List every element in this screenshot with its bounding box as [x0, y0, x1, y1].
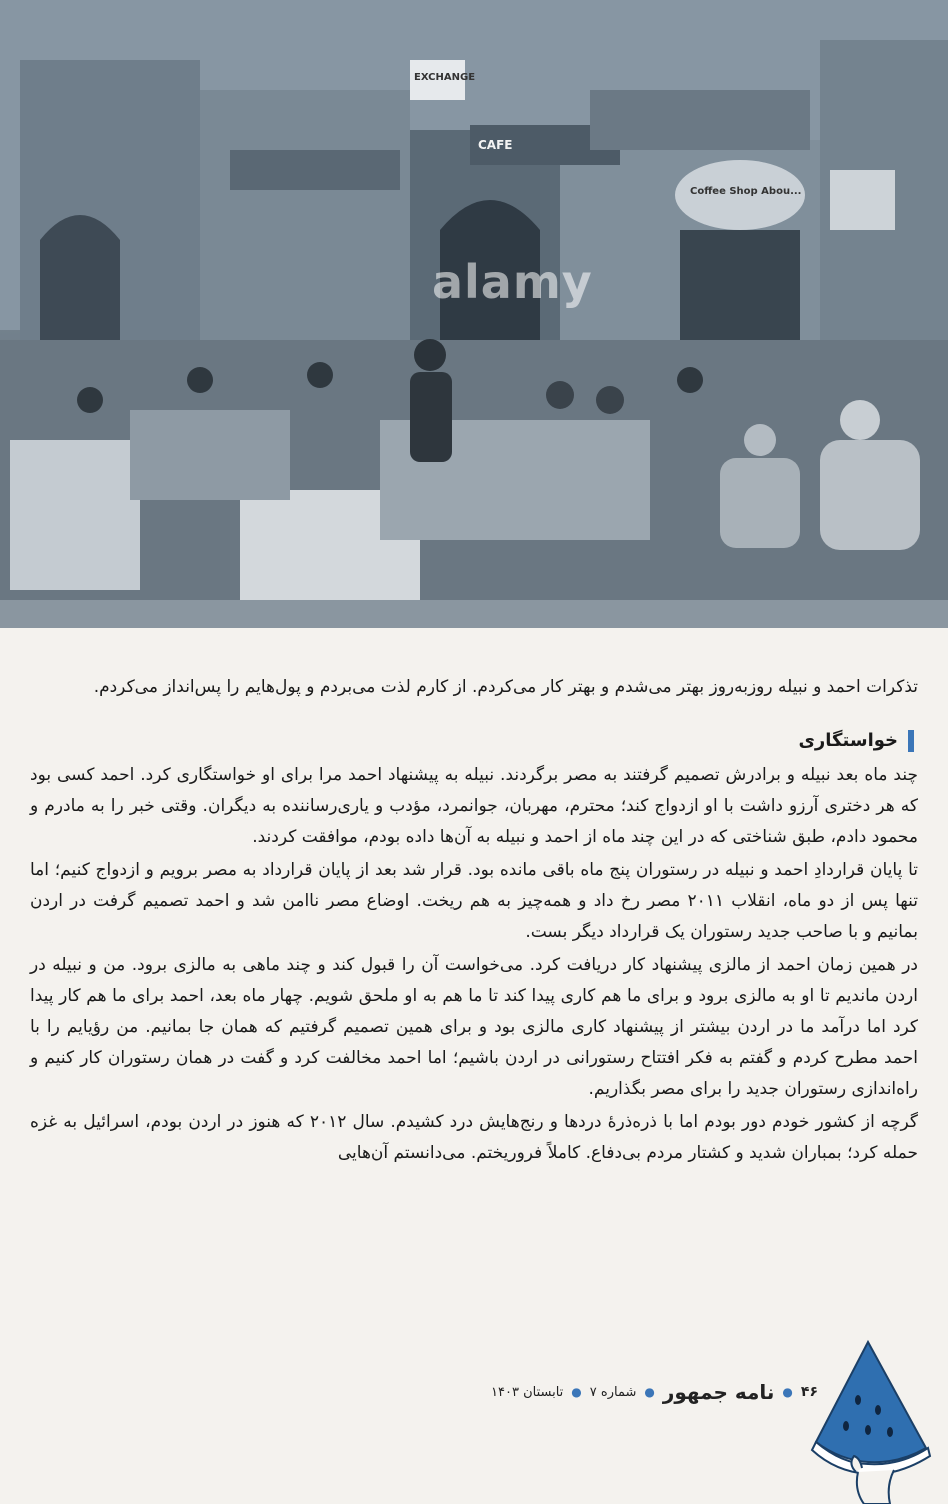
cafe-sign: CAFE: [478, 138, 513, 152]
photo-watermark: alamy: [432, 255, 593, 309]
paragraph: چند ماه بعد نبیله و برادرش تصمیم گرفتند به مصر برگردند. نبیله به پیشنهاد احمد مرا برای او خواستگاری کرد. احمد کسی بود که هر دختری آرزو داشت با او ازدواج کند؛ محترم، مهربان، جوانمرد، مؤدب و یاری‌رساننده به دیگران. وقتی خبر را به مادرم و محمود دادم، طبق شناختی که در این چند ماه از احمد و نبیله به آن‌ها داده بودم، موافقت کردند.: [30, 765, 918, 847]
paragraph: تا پایان قراردادِ احمد و نبیله در رستوران پنج ماه باقی مانده بود. قرار شد بعد از پایان قرارداد به مصر برویم و ازدواج کنیم؛ اما تنها پس از دو ماه، انقلاب ۲۰۱۱ مصر رخ داد و همه‌چیز به هم ریخت. اوضاع مصر ناامن شد و احمد تصمیم گرفت در اردن بمانیم و با صاحب جدید رستوران یک قرارداد دیگر بست.: [30, 860, 918, 942]
footer-separator-dot: ●: [571, 1385, 582, 1399]
section-heading-text: خواستگاری: [798, 730, 898, 751]
page-number: ۴۶: [800, 1384, 818, 1400]
paragraph: در همین زمان احمد از مالزی پیشنهاد کار دریافت کرد. می‌خواست آن را قبول کند و چند ماهی به مالزی برود. من و نبیله در اردن ماندیم تا او به مالزی برود و برای ما هم کاری پیدا کند تا ما هم به او ملحق شویم. چهار ماه بعد، احمد برای ما هم کار پیدا کرد اما درآمد ما در اردن بیشتر از پیشنهاد کاری مالزی بود و برای همین تصمیم گرفتیم که همان جا بمانیم. من رؤیایم را با احمد مطرح کردم و گفتم به فکر افتتاح رستورانی در اردن باشیم؛ اما احمد مخالفت کرد و گفت در همان رستوران کار کنیم و راه‌اندازی رستوران جدید را برای مصر بگذاریم.: [30, 955, 918, 1099]
watermelon-slice-icon: [798, 1330, 948, 1504]
paragraph: گرچه از کشور خودم دور بودم اما با ذره‌ذره‌ٔ دردها و رنج‌هایش درد کشیدم. سال ۲۰۱۲ که هنوز در اردن بودم، اسرائیل به غزه حمله کرد؛ بمباران شدید و کشتار مردم بی‌دفاع. کاملاً فروریختم. می‌دانستم آن‌هایی: [30, 1112, 919, 1163]
intro-paragraph: تذکرات احمد و نبیله روزبه‌روز بهتر می‌شدم و بهتر کار می‌کردم. از کارم لذت می‌بردم و پول‌هایم را پس‌انداز می‌کردم.: [93, 677, 918, 697]
page-footer: [491, 1380, 818, 1404]
issue-number: شماره ۷: [589, 1384, 637, 1400]
article-body: [30, 672, 918, 1171]
footer-separator-dot: ●: [782, 1385, 793, 1399]
issue-season: تابستان ۱۴۰۳: [491, 1384, 564, 1400]
section-heading: [30, 725, 914, 756]
cafe-street-photo: [0, 0, 948, 628]
heading-accent-bar: [908, 730, 914, 752]
magazine-name: نامه جمهور: [662, 1380, 775, 1404]
photo-illustration: [0, 0, 948, 628]
exchange-sign: EXCHANGE: [414, 72, 476, 83]
coffee-shop-sign: Coffee Shop Abou...: [690, 186, 802, 197]
footer-separator-dot: ●: [644, 1385, 655, 1399]
